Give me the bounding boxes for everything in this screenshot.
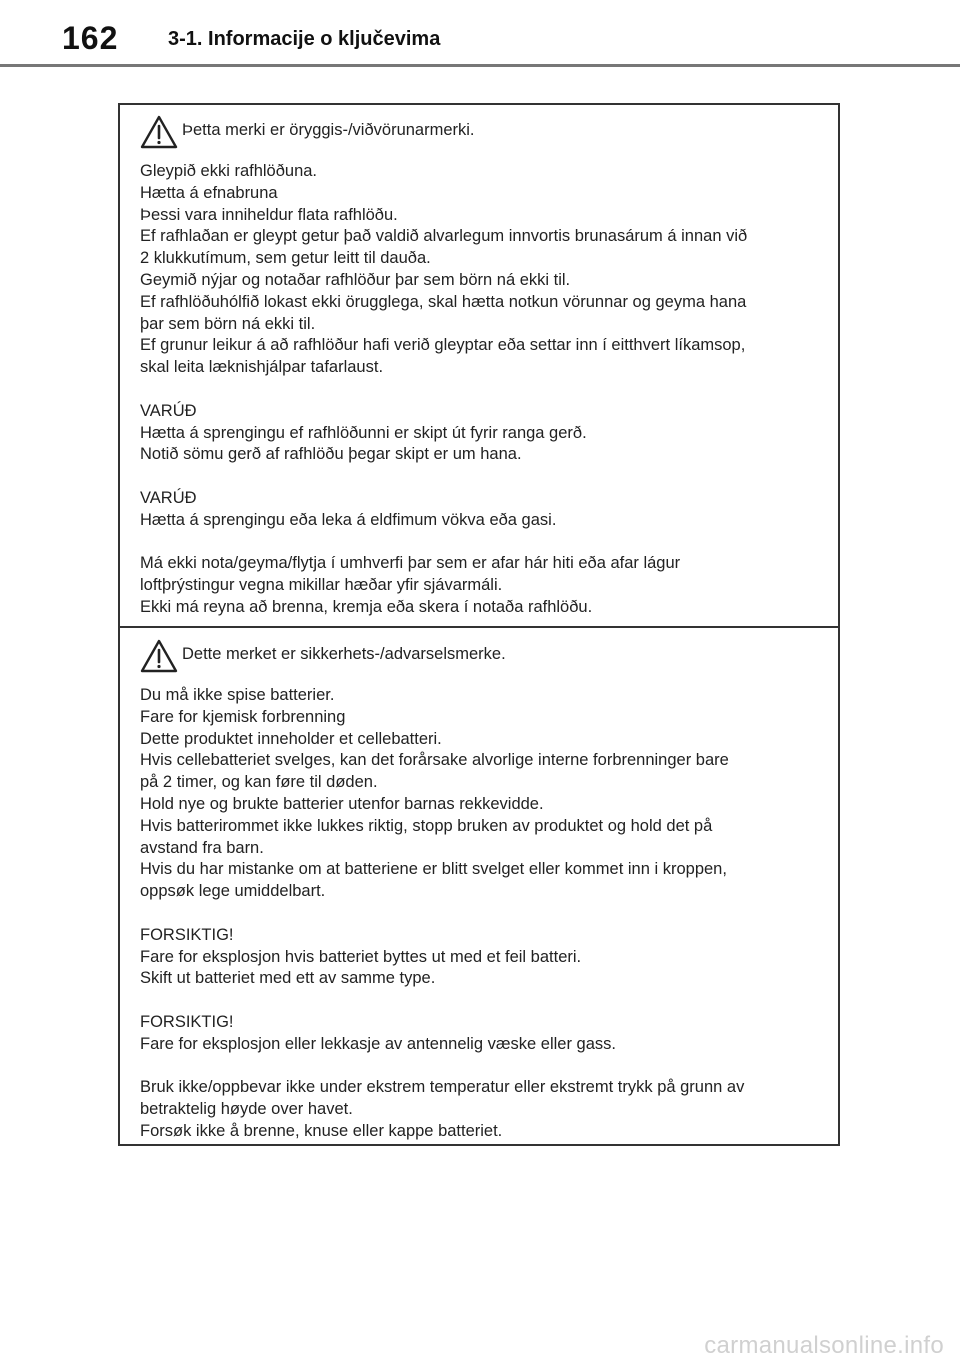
warning-line: Du må ikke spise batterier. [140, 686, 335, 704]
warning-line: skal leita læknishjálpar tafarlaust. [140, 358, 384, 377]
warning-line: 2 klukkutímum, sem getur leitt til dauða. [140, 249, 431, 268]
warning-line: FORSIKTIG! [140, 1012, 234, 1031]
warning-panel-icelandic [120, 105, 838, 627]
warning-line: Bruk ikke/oppbevar ikke under ekstrem temperatur eller ekstremt trykk på grunn av [140, 1078, 745, 1097]
warning-line: þar sem börn ná ekki til. [140, 314, 316, 333]
panel-heading [140, 115, 820, 151]
warning-line: Hold nye og brukte batterier utenfor barnas rekkevidde. [140, 794, 544, 813]
warning-line: Gleypið ekki rafhlöðuna. [140, 162, 318, 180]
warning-paragraph [140, 1012, 830, 1056]
warning-line: Geymið nýjar og notaðar rafhlöður þar sem börn ná ekki til. [140, 270, 571, 289]
warning-paragraph [140, 1077, 830, 1142]
warning-line: betraktelig høyde over havet. [140, 1100, 353, 1119]
warning-line: Forsøk ikke å brenne, knuse eller kappe batteriet. [140, 1121, 503, 1140]
warning-line: Fare for eksplosjon hvis batteriet byttes ut med et feil batteri. [140, 947, 582, 966]
page-number: 162 [62, 20, 119, 56]
warning-line: Hvis cellebatteriet svelges, kan det forårsake alvorlige interne forbrenninger bare [140, 751, 729, 770]
warning-line: Ef rafhlaðan er gleypt getur það valdið alvarlegum innvortis brunasárum á innan við [140, 227, 748, 246]
warning-line: Fare for eksplosjon eller lekkasje av antennelig væske eller gass. [140, 1034, 616, 1053]
page-header [0, 0, 960, 70]
warning-line: Þessi vara inniheldur flata rafhlöðu. [140, 205, 398, 224]
warning-line: Ef grunur leikur á að rafhlöður hafi verið gleyptar eða settar inn í eitthvert líkamsop, [140, 336, 746, 355]
warning-line: loftþrýstingur vegna mikillar hæðar yfir sjávarmáli. [140, 576, 503, 595]
warning-line: Notið sömu gerð af rafhlöðu þegar skipt er um hana. [140, 445, 522, 464]
section-title: 3-1. Informacije o ključevima [168, 28, 441, 50]
panel-heading [140, 639, 820, 675]
warning-line: på 2 timer, og kan føre til døden. [140, 773, 378, 792]
warning-line: Fare for kjemisk forbrenning [140, 707, 346, 726]
warning-line: Skift ut batteriet med ett av samme type. [140, 969, 436, 988]
warning-line: VARÚÐ [140, 401, 197, 420]
warning-paragraph [140, 553, 830, 618]
warning-line: Dette produktet inneholder et cellebatteri. [140, 729, 442, 748]
warning-paragraph [140, 401, 830, 466]
warning-line: Hætta á sprengingu eða leka á eldfimum vökva eða gasi. [140, 510, 557, 529]
header-rule [0, 64, 960, 67]
footer-watermark: carmanualsonline.info [704, 1332, 944, 1359]
warning-line: Hvis du har mistanke om at batteriene er blitt svelget eller kommet inn i kroppen, [140, 860, 727, 879]
panel-divider [120, 626, 838, 628]
warning-triangle-icon [140, 115, 178, 149]
warning-line: oppsøk lege umiddelbart. [140, 882, 326, 901]
warning-line: Ef rafhlöðuhólfið lokast ekki örugglega, skal hætta notkun vörunnar og geyma hana [140, 292, 747, 311]
battery-warning-box [118, 103, 840, 1146]
panel-body [140, 161, 830, 641]
warning-line: Hvis batterirommet ikke lukkes riktig, stopp bruken av produktet og hold det på [140, 816, 713, 835]
warning-line: avstand fra barn. [140, 838, 264, 857]
warning-panel-norwegian [120, 629, 838, 1144]
panel-heading-text: Dette merket er sikkerhets-/advarselsmerke. [182, 645, 506, 663]
warning-line: VARÚÐ [140, 488, 197, 507]
warning-paragraph [140, 685, 830, 903]
warning-triangle-icon [140, 639, 178, 673]
warning-line: Hætta á efnabruna [140, 183, 278, 202]
warning-paragraph [140, 161, 830, 379]
warning-paragraph [140, 488, 830, 532]
warning-paragraph [140, 925, 830, 990]
warning-line: Hætta á sprengingu ef rafhlöðunni er skipt út fyrir ranga gerð. [140, 423, 587, 442]
panel-body [140, 685, 830, 1165]
warning-line: Ekki má reyna að brenna, kremja eða skera í notaða rafhlöðu. [140, 597, 593, 616]
warning-line: FORSIKTIG! [140, 925, 234, 944]
panel-heading-text: Þetta merki er öryggis-/viðvörunarmerki. [182, 121, 475, 139]
warning-line: Má ekki nota/geyma/flytja í umhverfi þar sem er afar hár hiti eða afar lágur [140, 554, 681, 573]
